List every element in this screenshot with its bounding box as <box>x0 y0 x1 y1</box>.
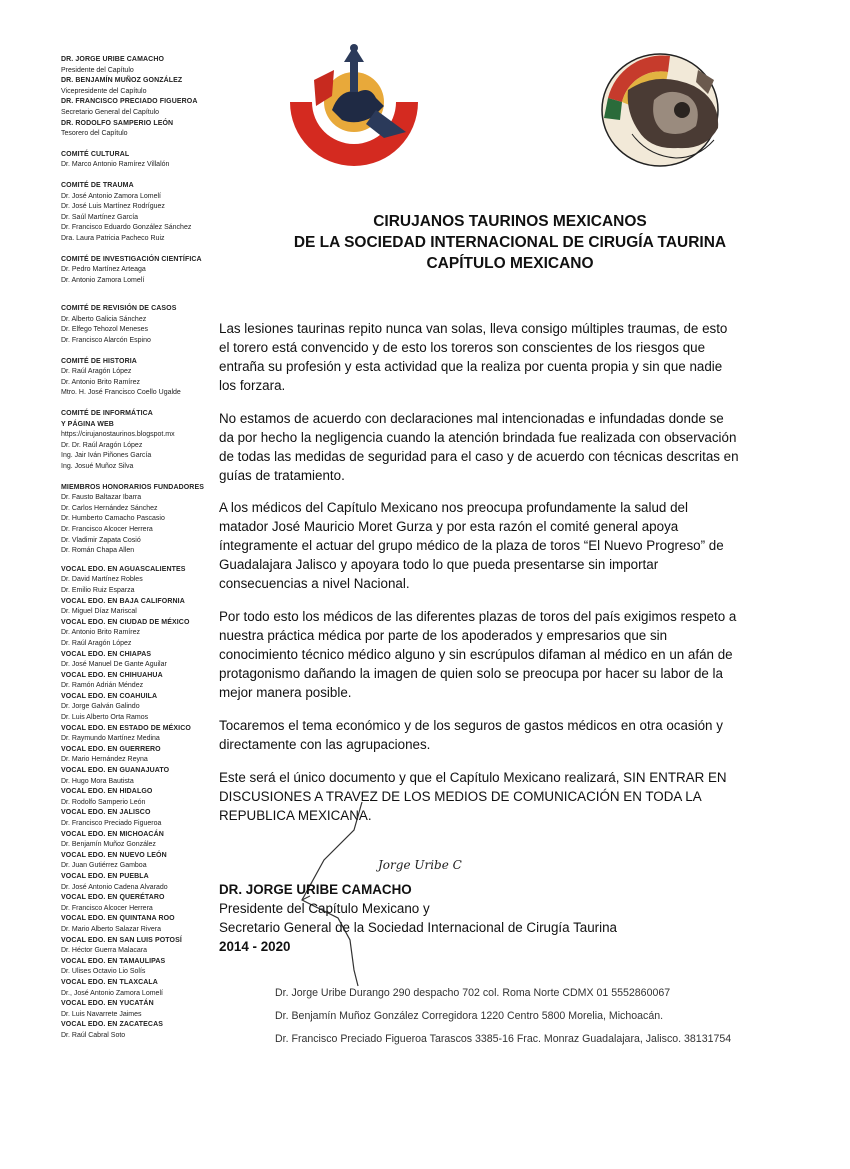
vocal-title: VOCAL EDO. EN YUCATÁN <box>61 1000 154 1008</box>
committee-member: Dr. Dr. Raúl Aragón López <box>61 441 143 449</box>
vocal-title: VOCAL EDO. EN TAMAULIPAS <box>61 957 166 965</box>
committee-member: Dr. Francisco Eduardo González Sánchez <box>61 224 192 232</box>
officer-role: Tesorero del Capítulo <box>61 130 128 138</box>
committee-member: Dr. Saúl Martínez García <box>61 213 139 221</box>
state-vocals <box>61 565 221 1042</box>
committee-member: Dr. Vladimir Zapata Cosió <box>61 536 141 544</box>
committee-member: Dr. Marco Antonio Ramírez Villalón <box>61 161 170 169</box>
committee-title: MIEMBROS HONORARIOS FUNDADORES <box>61 483 205 491</box>
officer-role: Secretario General del Capítulo <box>61 108 160 116</box>
vocal-title: VOCAL EDO. EN MICHOACÁN <box>61 830 164 838</box>
vocal-title: VOCAL EDO. EN SAN LUIS POTOSÍ <box>61 936 182 944</box>
committee-member: Ing. Jair Iván Piñones García <box>61 452 152 460</box>
handwritten-signature: Jorge Uribe C <box>378 858 462 872</box>
signer-name: DR. JORGE URIBE CAMACHO <box>219 882 412 897</box>
vocal-member: Dr. Luis Alberto Orta Ramos <box>61 714 149 722</box>
vocal-title: VOCAL EDO. EN CIUDAD DE MÉXICO <box>61 618 190 626</box>
vocal-member: Dr. José Manuel De Gante Aguilar <box>61 661 167 669</box>
vocal-title: VOCAL EDO. EN CHIAPAS <box>61 650 152 658</box>
vocal-member: Dr. Raymundo Martínez Medina <box>61 735 160 743</box>
committee-member: Dr. Antonio Brito Ramírez <box>61 378 140 386</box>
sidebar-directory <box>61 55 221 1041</box>
vocal-title: VOCAL EDO. EN ESTADO DE MÉXICO <box>61 724 191 732</box>
committee-member: Dr. Román Chapa Allen <box>61 547 135 555</box>
vocal-title: VOCAL EDO. EN GUERRERO <box>61 745 161 753</box>
signature-block <box>219 880 739 956</box>
vocal-member: Dr. Raúl Aragón López <box>61 639 132 647</box>
vocal-member: Dr. Miguel Díaz Mariscal <box>61 608 137 616</box>
document-title <box>250 211 770 274</box>
vocal-member: Dr. Antonio Brito Ramírez <box>61 629 140 637</box>
paragraph: Tocaremos el tema económico y de los seguros de gastos médicos en otra ocasión y directamente con las agrupaciones. <box>219 718 723 752</box>
committee-member: Ing. Josué Muñoz Silva <box>61 463 134 470</box>
vocal-member: Dr. José Antonio Cadena Alvarado <box>61 883 168 891</box>
committee-member: Dr. José Antonio Zamora Lomelí <box>61 192 161 200</box>
committee-title: COMITÉ DE INVESTIGACIÓN CIENTÍFICA <box>61 255 202 263</box>
committee-member: Dr. Pedro Martínez Arteaga <box>61 266 146 274</box>
committee-it-web <box>61 409 221 473</box>
vocal-title: VOCAL EDO. EN PUEBLA <box>61 872 149 880</box>
vocal-member: Dr. Raúl Cabral Soto <box>61 1031 126 1039</box>
committee-member: Dr. Francisco Alcocer Herrera <box>61 525 153 533</box>
title-line-3: CAPÍTULO MEXICANO <box>426 255 594 272</box>
committee-member: Dr. Fausto Baltazar Ibarra <box>61 494 142 502</box>
committee-research <box>61 255 221 287</box>
vocal-member: Dr. Ulises Octavio Lio Solís <box>61 968 146 976</box>
vocal-member: Dr., José Antonio Zamora Lomelí <box>61 989 163 997</box>
committee-title: COMITÉ DE INFORMÁTICA <box>61 410 153 418</box>
vocal-member: Dr. Mario Alberto Salazar Rivera <box>61 925 161 933</box>
committee-title: COMITÉ DE HISTORIA <box>61 357 137 365</box>
bullfighter-emblem-icon <box>288 40 420 172</box>
committee-member: Dra. Laura Patricia Pacheco Ruiz <box>61 234 165 242</box>
vocal-title: VOCAL EDO. EN GUANAJUATO <box>61 767 170 775</box>
signer-years: 2014 - 2020 <box>219 939 291 954</box>
vocal-member: Dr. Héctor Guerra Malacara <box>61 947 147 955</box>
vocal-member: Dr. Hugo Mora Bautista <box>61 777 134 785</box>
officer-role: Presidente del Capítulo <box>61 66 134 74</box>
vocal-title: VOCAL EDO. EN HIDALGO <box>61 788 153 796</box>
officer-name: DR. FRANCISCO PRECIADO FIGUEROA <box>61 98 198 106</box>
vocal-member: Dr. Francisco Alcocer Herrera <box>61 904 153 912</box>
address-line: Dr. Jorge Uribe Durango 290 despacho 702 col. Roma Norte CDMX 01 5552860067 <box>275 987 671 999</box>
vocal-member: Dr. Mario Hernández Reyna <box>61 756 148 764</box>
vocal-title: VOCAL EDO. EN AGUASCALIENTES <box>61 565 186 573</box>
committee-member: Dr. Raúl Aragón López <box>61 368 132 376</box>
vocal-title: VOCAL EDO. EN COAHUILA <box>61 692 158 700</box>
vocal-member: Dr. Rodolfo Samperio León <box>61 798 146 806</box>
committee-title-2: Y PÁGINA WEB <box>61 420 114 428</box>
committee-title: COMITÉ CULTURAL <box>61 150 130 158</box>
paragraph: A los médicos del Capítulo Mexicano nos preocupa profundamente la salud del matador José Mauricio Moret Gurza y por esta razón el comité general apoya íntegramente el actuar del grupo médico de la plaza de toros “El Nuevo Progreso” de Guadalajara Jalisco y apoyara todo lo que pueda presentarse sin importar consecuencias a nivel Nacional. <box>219 500 724 591</box>
vocal-title: VOCAL EDO. EN ZACATECAS <box>61 1021 163 1029</box>
title-line-2: DE LA SOCIEDAD INTERNACIONAL DE CIRUGÍA TAURINA <box>293 234 727 251</box>
vocal-title: VOCAL EDO. EN CHIHUAHUA <box>61 671 163 679</box>
committee-title: COMITÉ DE TRAUMA <box>61 181 134 189</box>
committee-case-review <box>61 304 221 346</box>
committee-member: Dr. Francisco Alarcón Espino <box>61 337 151 345</box>
signer-role-2: Secretario General de la Sociedad Internacional de Cirugía Taurina <box>219 920 617 935</box>
vocal-title: VOCAL EDO. EN JALISCO <box>61 809 151 817</box>
vocal-member: Dr. Jorge Galván Galindo <box>61 703 140 711</box>
paragraph: Por todo esto los médicos de las diferentes plazas de toros del país exigimos respeto a nuestra práctica médica por parte de los apoderados y empresarios que sin conocimiento técnico médico alguno y sin escrúpulos difaman al médico en un afán de protagonismo dañando la imagen de quien solo se preocupa por hacer su labor de la mejor manera posible. <box>219 609 737 700</box>
vocal-title: VOCAL EDO. EN NUEVO LEÓN <box>61 851 167 859</box>
committee-member: Dr. Elfego Tehozol Meneses <box>61 326 149 334</box>
committee-member: Mtro. H. José Francisco Coello Ugalde <box>61 389 181 397</box>
vocal-member: Dr. Ramón Adrián Méndez <box>61 682 144 690</box>
committee-title: COMITÉ DE REVISIÓN DE CASOS <box>61 305 177 313</box>
honorary-founders <box>61 483 221 557</box>
vocal-member: Dr. Emilio Ruiz Esparza <box>61 586 135 594</box>
paragraph: Este será el único documento y que el Capítulo Mexicano realizará, SIN ENTRAR EN DISCUSIONES A TRAVEZ DE LOS MEDIOS DE COMUNICACIÓN EN TODA LA REPUBLICA MEXICANA. <box>219 770 727 823</box>
addresses-footer <box>275 983 835 1052</box>
society-seal-icon <box>598 50 742 168</box>
vocal-title: VOCAL EDO. EN QUINTANA ROO <box>61 915 175 923</box>
paragraph: No estamos de acuerdo con declaraciones mal intencionadas e infundadas donde se da por hecho la negligencia cuando la atención brindada fue realizada con observación de todas las medidas de seguridad para el caso y de acuerdo con técnicas descritas en guías de tratamiento. <box>219 411 739 483</box>
vocal-member: Dr. Francisco Preciado Figueroa <box>61 820 162 827</box>
committee-trauma <box>61 181 221 245</box>
committee-member: Dr. Antonio Zamora Lomelí <box>61 276 145 284</box>
vocal-title: VOCAL EDO. EN BAJA CALIFORNIA <box>61 597 185 605</box>
signer-role-1: Presidente del Capítulo Mexicano y <box>219 901 430 916</box>
vocal-member: Dr. Luis Navarrete Jaimes <box>61 1010 142 1018</box>
vocal-member: Dr. David Martínez Robles <box>61 576 143 584</box>
committee-member: Dr. Humberto Camacho Pascasio <box>61 515 165 523</box>
officer-name: DR. RODOLFO SAMPERIO LEÓN <box>61 119 174 127</box>
officers-group <box>61 55 221 140</box>
website-link[interactable]: https://cirujanostaurinos.blogspot.mx <box>61 431 175 439</box>
committee-history <box>61 357 221 399</box>
letter-body <box>219 319 739 839</box>
committee-cultural <box>61 150 221 171</box>
paragraph: Las lesiones taurinas repito nunca van solas, lleva consigo múltiples traumas, de esto el torero está convencido y de esto los toreros son conscientes de los riesgos que entraña su profesión y esta actividad que la realiza por cuenta propia y sin que nadie los forzara. <box>219 321 728 393</box>
officer-name: DR. BENJAMÍN MUÑOZ GONZÁLEZ <box>61 77 183 85</box>
officer-role: Vicepresidente del Capítulo <box>61 87 147 95</box>
address-line: Dr. Francisco Preciado Figueroa Tarascos 3385-16 Frac. Monraz Guadalajara, Jalisco. 38131754 <box>275 1033 732 1045</box>
address-line: Dr. Benjamín Muñoz González Corregidora 1220 Centro 5800 Morelia, Michoacán. <box>275 1010 664 1022</box>
vocal-title: VOCAL EDO. EN QUERÉTARO <box>61 894 165 902</box>
committee-member: Dr. Alberto Galicia Sánchez <box>61 315 147 323</box>
vocal-title: VOCAL EDO. EN TLAXCALA <box>61 978 158 986</box>
vocal-member: Dr. Juan Gutiérrez Gamboa <box>61 862 147 870</box>
title-line-1: CIRUJANOS TAURINOS MEXICANOS <box>373 213 647 230</box>
committee-member: Dr. Carlos Hernández Sánchez <box>61 504 158 512</box>
officer-name: DR. JORGE URIBE CAMACHO <box>61 56 165 63</box>
committee-member: Dr. José Luis Martínez Rodríguez <box>61 203 165 211</box>
vocal-member: Dr. Benjamín Muñoz González <box>61 841 156 849</box>
